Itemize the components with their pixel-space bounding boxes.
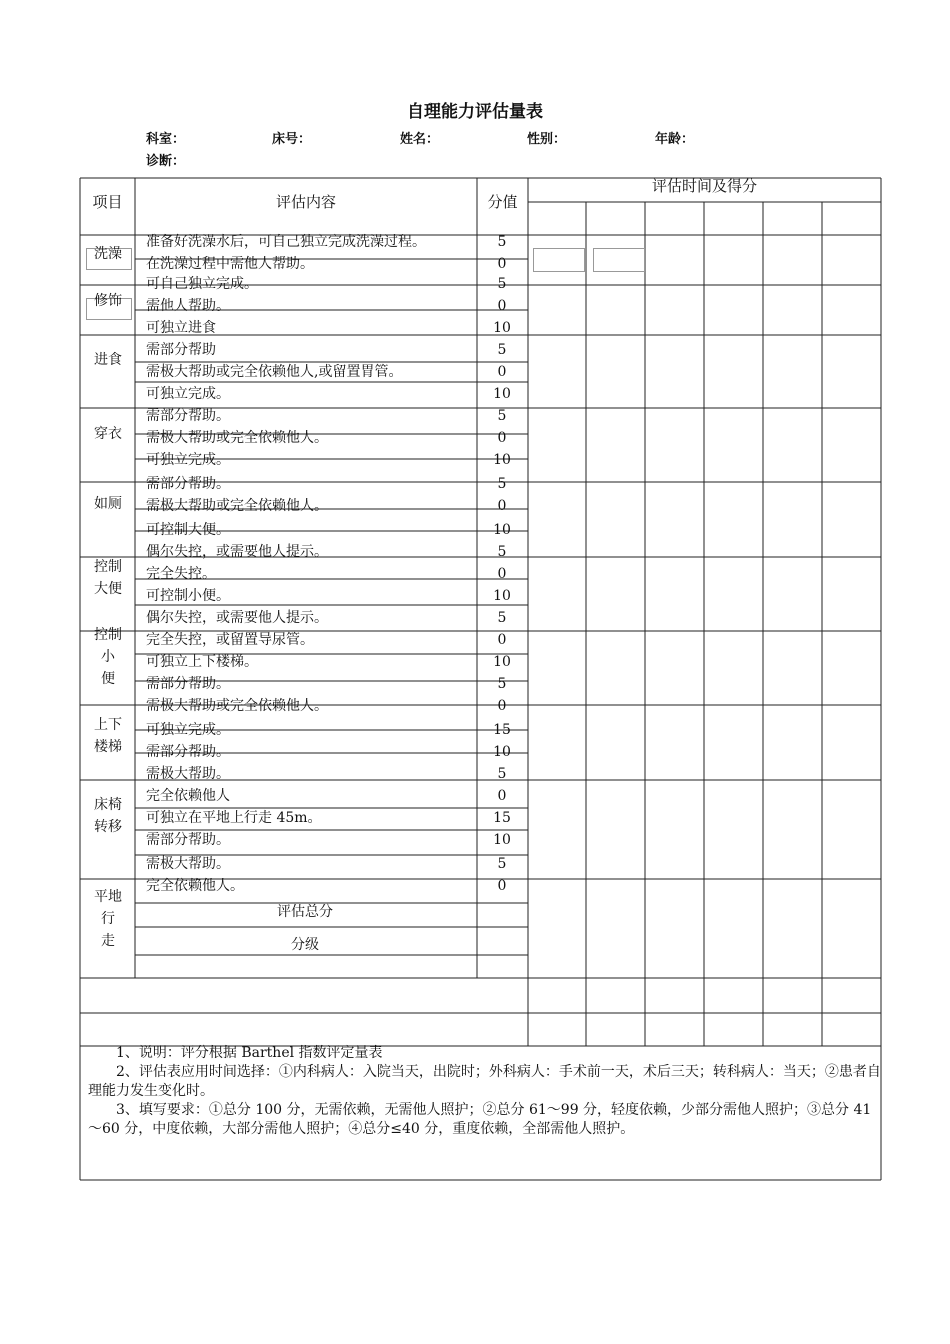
category-label-line: 行 — [101, 911, 115, 927]
criterion-text: 完全失控，或留置导尿管。 — [146, 632, 314, 648]
criterion-score: 0 — [497, 256, 507, 272]
criterion-text: 需部分帮助。 — [146, 744, 230, 760]
criterion-text: 准备好洗澡水后，可自己独立完成洗澡过程。 — [146, 234, 426, 250]
criterion-score: 10 — [493, 744, 511, 760]
criterion-text: 可控制小便。 — [146, 588, 230, 604]
criterion-score: 10 — [493, 452, 511, 468]
criterion-score: 0 — [497, 566, 507, 582]
criterion-score: 5 — [497, 476, 507, 492]
category-label-line: 转移 — [94, 819, 122, 835]
criterion-score: 5 — [497, 676, 507, 692]
criterion-score: 0 — [497, 698, 507, 714]
category-label — [82, 714, 134, 758]
category-label-line: 大便 — [94, 581, 122, 597]
category-label-line: 穿衣 — [94, 426, 122, 442]
note-line: 3、填写要求：①总分 100 分，无需依赖，无需他人照护；②总分 61～99 分，轻度依赖，少部分需他人照护；③总分 41～60 分，中度依赖，大部分需他人照护；④总分≤40 分，重度依赖，全部需他人照护。 — [88, 1102, 872, 1137]
criterion-score: 5 — [497, 856, 507, 872]
note-line: 2、评估表应用时间选择：①内科病人：入院当天，出院时；外科病人：手术前一天，术后三天；转科病人：当天；②患者自理能力发生变化时。 — [88, 1064, 881, 1099]
criterion-score: 5 — [497, 276, 507, 292]
category-label — [82, 423, 134, 445]
category-label-line: 床椅 — [94, 797, 122, 813]
category-label-line: 修饰 — [94, 293, 122, 309]
score-input-box[interactable] — [593, 248, 645, 272]
note-line: 1、说明：评分根据 Barthel 指数评定量表 — [116, 1045, 383, 1061]
category-label-line: 洗澡 — [94, 246, 122, 262]
criterion-text: 可独立完成。 — [146, 722, 230, 738]
header-item: 项目 — [92, 193, 123, 211]
criterion-text: 偶尔失控，或需要他人提示。 — [146, 544, 328, 560]
criterion-score: 10 — [493, 832, 511, 848]
criterion-score: 15 — [493, 722, 511, 738]
category-label — [82, 624, 134, 690]
criterion-text: 需极大帮助。 — [146, 856, 230, 872]
criterion-score: 0 — [497, 788, 507, 804]
criterion-text: 完全依赖他人 — [146, 788, 230, 804]
criterion-score: 5 — [497, 408, 507, 424]
criterion-text: 需部分帮助。 — [146, 408, 230, 424]
header-time-score: 评估时间及得分 — [651, 177, 757, 195]
category-label — [82, 794, 134, 838]
criterion-score: 0 — [497, 364, 507, 380]
criterion-text: 可独立进食 — [146, 320, 216, 336]
header-score: 分值 — [487, 193, 518, 211]
diagnosis-label: 诊断： — [146, 154, 186, 169]
category-label-line: 走 — [101, 933, 115, 949]
criterion-score: 5 — [497, 342, 507, 358]
criterion-score: 15 — [493, 810, 511, 826]
criterion-text: 完全失控。 — [146, 566, 216, 582]
criterion-text: 需极大帮助或完全依赖他人,或留置胃管。 — [146, 364, 403, 380]
criterion-score: 0 — [497, 298, 507, 314]
category-label — [82, 290, 134, 312]
category-label-line: 楼梯 — [94, 739, 122, 755]
sex-label: 性别： — [527, 132, 567, 147]
criterion-score: 10 — [493, 588, 511, 604]
criterion-text: 可独立上下楼梯。 — [146, 654, 258, 670]
criterion-text: 需他人帮助。 — [146, 298, 230, 314]
criterion-text: 在洗澡过程中需他人帮助。 — [146, 256, 314, 272]
criterion-score: 10 — [493, 320, 511, 336]
header-content: 评估内容 — [275, 193, 336, 211]
criterion-text: 完全依赖他人。 — [146, 878, 244, 894]
criterion-text: 可自己独立完成。 — [146, 276, 258, 292]
criterion-score: 5 — [497, 544, 507, 560]
total-score-label: 评估总分 — [277, 904, 333, 920]
criterion-text: 可控制大便。 — [146, 522, 230, 538]
page-title: 自理能力评估量表 — [407, 102, 543, 122]
category-label-line: 平地 — [94, 889, 122, 905]
criterion-score: 0 — [497, 632, 507, 648]
criterion-text: 需极大帮助或完全依赖他人。 — [146, 698, 328, 714]
category-label-line: 如厕 — [94, 496, 122, 512]
criterion-text: 需极大帮助。 — [146, 766, 230, 782]
criterion-score: 5 — [497, 234, 507, 250]
criterion-score: 0 — [497, 878, 507, 894]
criterion-text: 需极大帮助或完全依赖他人。 — [146, 430, 328, 446]
criterion-text: 偶尔失控，或需要他人提示。 — [146, 610, 328, 626]
criterion-score: 10 — [493, 654, 511, 670]
category-label-line: 上下 — [94, 717, 122, 733]
age-label: 年龄： — [655, 132, 695, 147]
criterion-text: 可独立在平地上行走 45m。 — [146, 810, 322, 826]
category-label-line: 便 — [101, 671, 115, 687]
criterion-score: 10 — [493, 386, 511, 402]
criterion-text: 可独立完成。 — [146, 386, 230, 402]
criterion-text: 需部分帮助。 — [146, 832, 230, 848]
category-label-line: 进食 — [94, 352, 122, 368]
criterion-score: 10 — [493, 522, 511, 538]
bed-label: 床号： — [272, 132, 312, 147]
criterion-score: 0 — [497, 498, 507, 514]
grade-label: 分级 — [291, 937, 319, 953]
category-label — [82, 349, 134, 371]
score-input-box[interactable] — [533, 248, 585, 272]
criterion-text: 需部分帮助。 — [146, 676, 230, 692]
criterion-score: 5 — [497, 766, 507, 782]
criterion-score: 0 — [497, 430, 507, 446]
name-label: 姓名： — [400, 132, 440, 147]
category-label — [82, 556, 134, 600]
criterion-score: 5 — [497, 610, 507, 626]
category-label — [82, 886, 134, 952]
notes-section — [88, 1044, 884, 1139]
criterion-text: 需极大帮助或完全依赖他人。 — [146, 498, 328, 514]
category-label-line: 控制 — [94, 559, 122, 575]
category-label — [82, 243, 134, 265]
criterion-text: 需部分帮助 — [146, 342, 216, 358]
criterion-text: 需部分帮助。 — [146, 476, 230, 492]
dept-label: 科室： — [146, 132, 186, 147]
category-label — [82, 493, 134, 515]
category-label-line: 小 — [101, 649, 115, 665]
category-label-line: 控制 — [94, 627, 122, 643]
criterion-text: 可独立完成。 — [146, 452, 230, 468]
